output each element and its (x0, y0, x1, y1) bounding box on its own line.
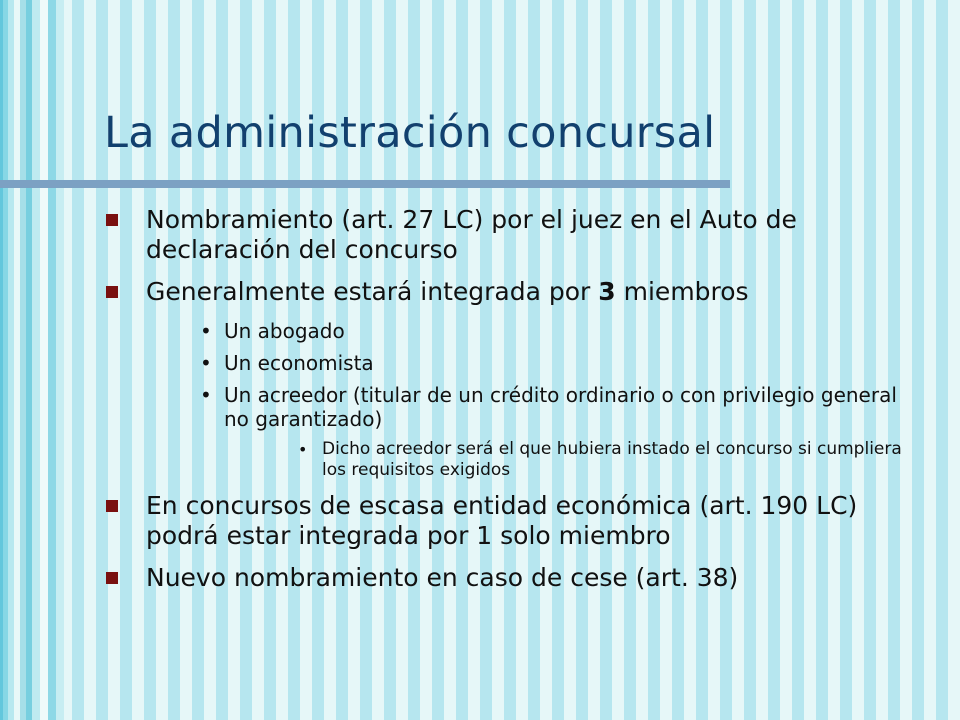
sub-sub-bullet-item (298, 439, 934, 481)
square-bullet-icon (106, 500, 118, 512)
dot-bullet-icon: • (200, 319, 212, 343)
bullet-item (104, 563, 934, 593)
sub-bullet-item (200, 319, 934, 343)
bullet-text-part: miembros (615, 277, 749, 306)
bullet-text: Nombramiento (art. 27 LC) por el juez en el Auto de declaración del concurso (146, 205, 797, 264)
sub-bullet-item (200, 351, 934, 375)
bullet-text (146, 277, 934, 307)
sub-bullet-text: Un acreedor (titular de un crédito ordinario o con privilegio general no garantizado) (224, 383, 897, 431)
bullet-text-bold: 3 (598, 277, 616, 306)
slide-content (104, 205, 934, 605)
dot-bullet-icon: • (298, 440, 308, 459)
square-bullet-icon (106, 214, 118, 226)
bullet-text-part: Generalmente estará integrada por (146, 277, 599, 306)
dot-bullet-icon: • (200, 383, 212, 407)
slide-title: La administración concursal (104, 108, 716, 158)
sub-bullet-text: Un abogado (224, 319, 345, 343)
title-divider (0, 180, 730, 188)
bullet-text: En concursos de escasa entidad económica (art. 190 LC) podrá estar integrada por 1 solo miembro (146, 491, 858, 550)
sub-sub-bullet-text: Dicho acreedor será el que hubiera instado el concurso si cumpliera los requisitos exigidos (322, 439, 902, 480)
square-bullet-icon (106, 572, 118, 584)
sub-bullet-item (200, 383, 934, 431)
bullet-item (104, 205, 934, 265)
sub-bullet-text: Un economista (224, 351, 374, 375)
bullet-item (104, 277, 934, 307)
dot-bullet-icon: • (200, 351, 212, 375)
bullet-text: Nuevo nombramiento en caso de cese (art. 38) (146, 563, 739, 592)
square-bullet-icon (106, 286, 118, 298)
bullet-item (104, 491, 934, 551)
